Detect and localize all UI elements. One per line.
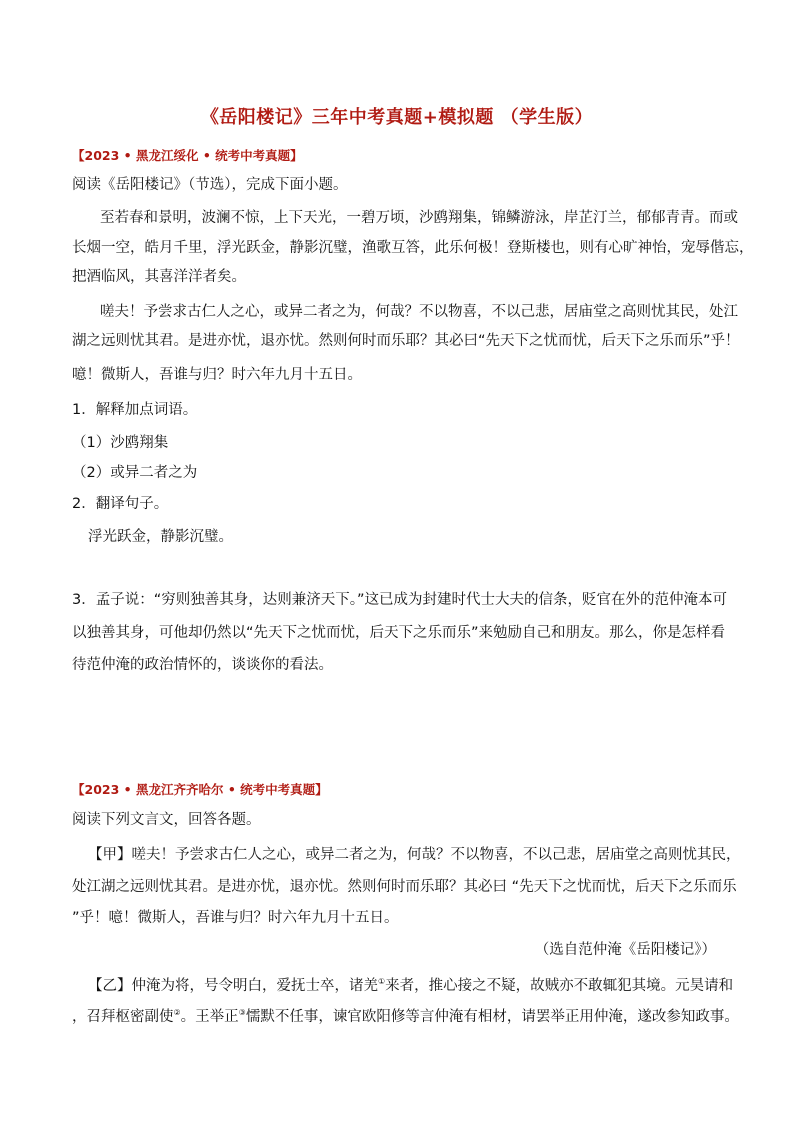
passage-line: 嗟夫！予尝求古仁人之心，或异二者之为，何哉？不以物喜，不以己悲，居庙堂之高则忧其民，处江: [100, 304, 738, 320]
question-2: 2．翻译句子。: [72, 496, 169, 512]
source-tag: 【2023 • 黑龙江齐齐哈尔 • 统考中考真题】: [72, 782, 328, 797]
question-3-line: 以独善其身，可他却仍然以“先天下之忧而忧，后天下之乐而乐”来勉励自己和朋友。那么，你是怎样看: [72, 625, 726, 641]
passage-text: 来者，推心接之不疑，故贼亦不敢辄犯其境。元昊请和: [385, 977, 734, 994]
passage-line: [72, 1003, 739, 1027]
passage-line: ”乎！噫！微斯人，吾谁与归？时六年九月十五日。: [72, 910, 399, 926]
page-title: 《岳阳楼记》三年中考真题+模拟题 （学生版）: [200, 107, 594, 128]
passage-line: 湖之远则忧其君。是进亦忧，退亦忧。然则何时而乐耶？其必曰“先天下之忧而忧，后天下之乐而乐”乎！: [72, 333, 740, 349]
instruction: 阅读下列文言文，回答各题。: [72, 812, 261, 828]
passage-text: ，召拜枢密副使: [72, 1008, 174, 1025]
question-3-line: 待范仲淹的政治情怀的，谈谈你的看法。: [72, 657, 333, 673]
footnote-marker: ①: [378, 977, 386, 986]
footnote-marker: ③: [238, 1008, 246, 1017]
passage-line: 至若春和景明，波澜不惊，上下天光，一碧万顷，沙鸥翔集，锦鳞游泳，岸芷汀兰，郁郁青青。而或: [100, 210, 738, 226]
source-citation: （选自范仲淹《岳阳楼记》）: [534, 942, 716, 958]
passage-text: 。王举正: [180, 1008, 239, 1025]
question-3-line: 3．孟子说：“穷则独善其身，达则兼济天下。”这已成为封建时代士大夫的信条，贬官在外的范仲淹本可: [72, 592, 727, 608]
passage-line: 处江湖之远则忧其君。是进亦忧，退亦忧。然则何时而乐耶？其必曰 “先天下之忧而忧，后天下之乐而乐: [72, 879, 737, 895]
instruction: 阅读《岳阳楼记》（节选），完成下面小题。: [72, 177, 348, 193]
source-tag: 【2023 • 黑龙江绥化 • 统考中考真题】: [72, 148, 303, 163]
question-1-item-1: （1）沙鸥翔集: [72, 435, 169, 451]
passage-line: 【甲】嗟夫！予尝求古仁人之心，或异二者之为，何哉？不以物喜，不以己悲，居庙堂之高则忧其民，: [88, 847, 741, 863]
passage-text: 【乙】仲淹为将，号令明白，爱抚士卒，诸羌: [88, 977, 378, 994]
footnote-marker: ②: [173, 1008, 181, 1017]
passage-text: 懦默不任事，谏官欧阳修等言仲淹有相材，请罢举正用仲淹，遂改参知政事。: [245, 1008, 739, 1025]
passage-line: 长烟一空，皓月千里，浮光跃金，静影沉璧，渔歌互答，此乐何极！登斯楼也，则有心旷神怡，宠辱偕忘，: [72, 240, 754, 256]
question-1: 1．解释加点词语。: [72, 402, 198, 418]
question-1-item-2: （2）或异二者之为: [72, 465, 198, 481]
passage-line: [88, 972, 733, 996]
question-2-sentence: 浮光跃金，静影沉璧。: [88, 529, 233, 545]
passage-line: 把酒临风，其喜洋洋者矣。: [72, 269, 246, 285]
passage-line: 噫！微斯人，吾谁与归？时六年九月十五日。: [72, 367, 362, 383]
